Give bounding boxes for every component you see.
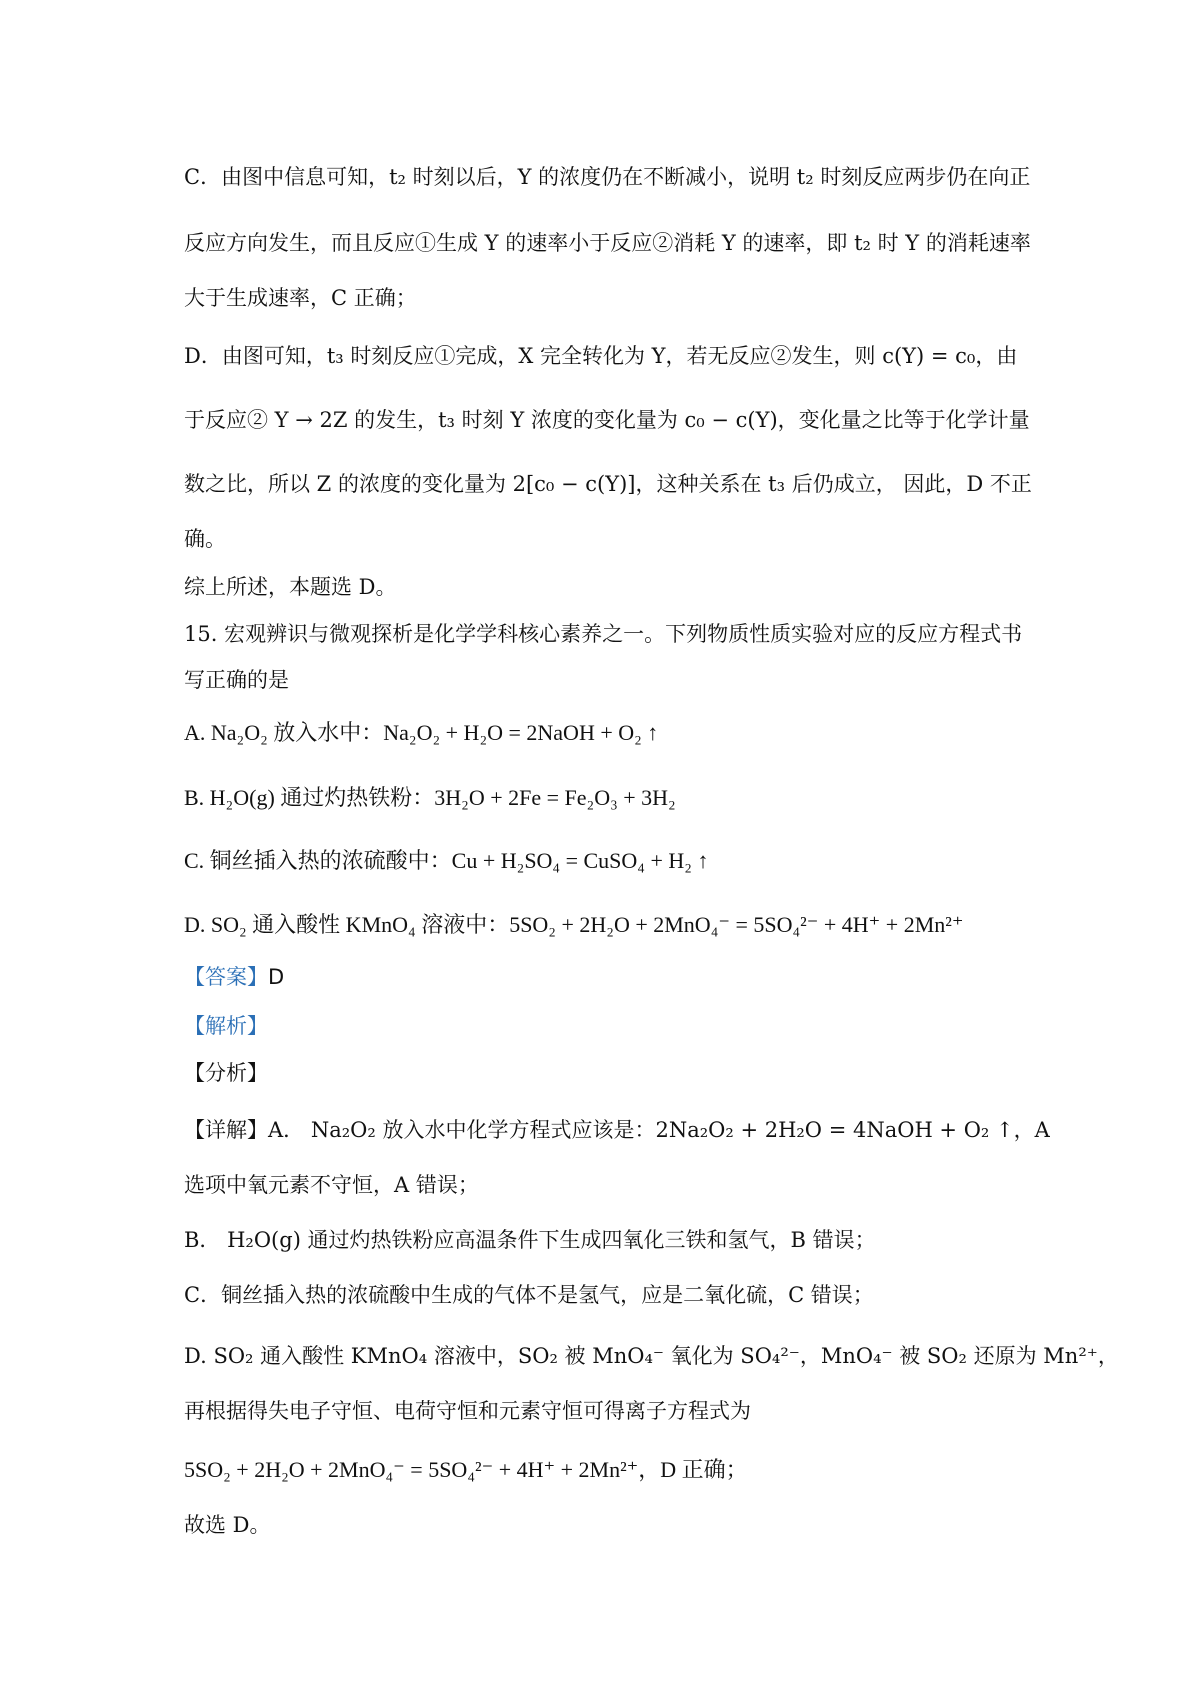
option-c: C. 铜丝插入热的浓硫酸中：Cu + H₂SO₄ = CuSO₄ + H₂ ↑ [184,848,709,873]
analysis-label: 【解析】 [184,1014,268,1038]
question-stem: 写正确的是 [184,668,289,692]
text-line: 确。 [184,527,226,551]
text-line: 大于生成速率，C 正确； [184,286,417,310]
text-line: 数之比，所以 Z 的浓度的变化量为 2[c₀ − c(Y)]，这种关系在 t₃ 后仍成立， 因此，D 不正 [184,472,1032,496]
detail-line: C．铜丝插入热的浓硫酸中生成的气体不是氢气，应是二氧化硫，C 错误； [184,1283,874,1307]
detail-line: 选项中氧元素不守恒，A 错误； [184,1173,479,1197]
text-line: 反应方向发生，而且反应①生成 Y 的速率小于反应②消耗 Y 的速率，即 t₂ 时 Y 的消耗速率 [184,231,1031,255]
answer-label: 【答案】 [184,965,268,989]
text-line: D．由图可知，t₃ 时刻反应①完成，X 完全转化为 Y，若无反应②发生，则 c(Y) = c₀，由 [184,344,1018,368]
text-line: C．由图中信息可知，t₂ 时刻以后，Y 的浓度仍在不断减小，说明 t₂ 时刻反应两步仍在向正 [184,165,1031,189]
detail-line: 再根据得失电子守恒、电荷守恒和元素守恒可得离子方程式为 [184,1399,751,1423]
answer-line [184,962,1044,992]
conclusion-line: 故选 D。 [184,1513,271,1537]
fenxi-label: 【分析】 [184,1061,268,1085]
question-stem: 15. 宏观辨识与微观探析是化学学科核心素养之一。下列物质性质实验对应的反应方程式书 [184,622,1023,646]
text-line: 于反应② Y → 2Z 的发生，t₃ 时刻 Y 浓度的变化量为 c₀ − c(Y)，变化量之比等于化学计量 [184,408,1030,432]
option-a: A. Na₂O₂ 放入水中：Na₂O₂ + H₂O = 2NaOH + O₂ ↑ [184,720,659,745]
option-d: D. SO₂ 通入酸性 KMnO₄ 溶液中：5SO₂ + 2H₂O + 2MnO₄⁻ = 5SO₄²⁻ + 4H⁺ + 2Mn²⁺ [184,912,964,937]
option-b: B. H₂O(g) 通过灼热铁粉：3H₂O + 2Fe = Fe₂O₃ + 3H₂ [184,785,676,810]
ionic-equation: 5SO₂ + 2H₂O + 2MnO₄⁻ = 5SO₄²⁻ + 4H⁺ + 2Mn²⁺，D 正确； [184,1457,748,1482]
answer-value: D [268,965,285,989]
summary-line: 综上所述，本题选 D。 [184,575,397,599]
detail-line: 【详解】A． Na₂O₂ 放入水中化学方程式应该是：2Na₂O₂ + 2H₂O = 4NaOH + O₂ ↑，A [184,1118,1050,1142]
detail-line: B． H₂O(g) 通过灼热铁粉应高温条件下生成四氧化三铁和氢气，B 错误； [184,1228,876,1252]
detail-line: D. SO₂ 通入酸性 KMnO₄ 溶液中，SO₂ 被 MnO₄⁻ 氧化为 SO₄²⁻，MnO₄⁻ 被 SO₂ 还原为 Mn²⁺， [184,1344,1119,1368]
